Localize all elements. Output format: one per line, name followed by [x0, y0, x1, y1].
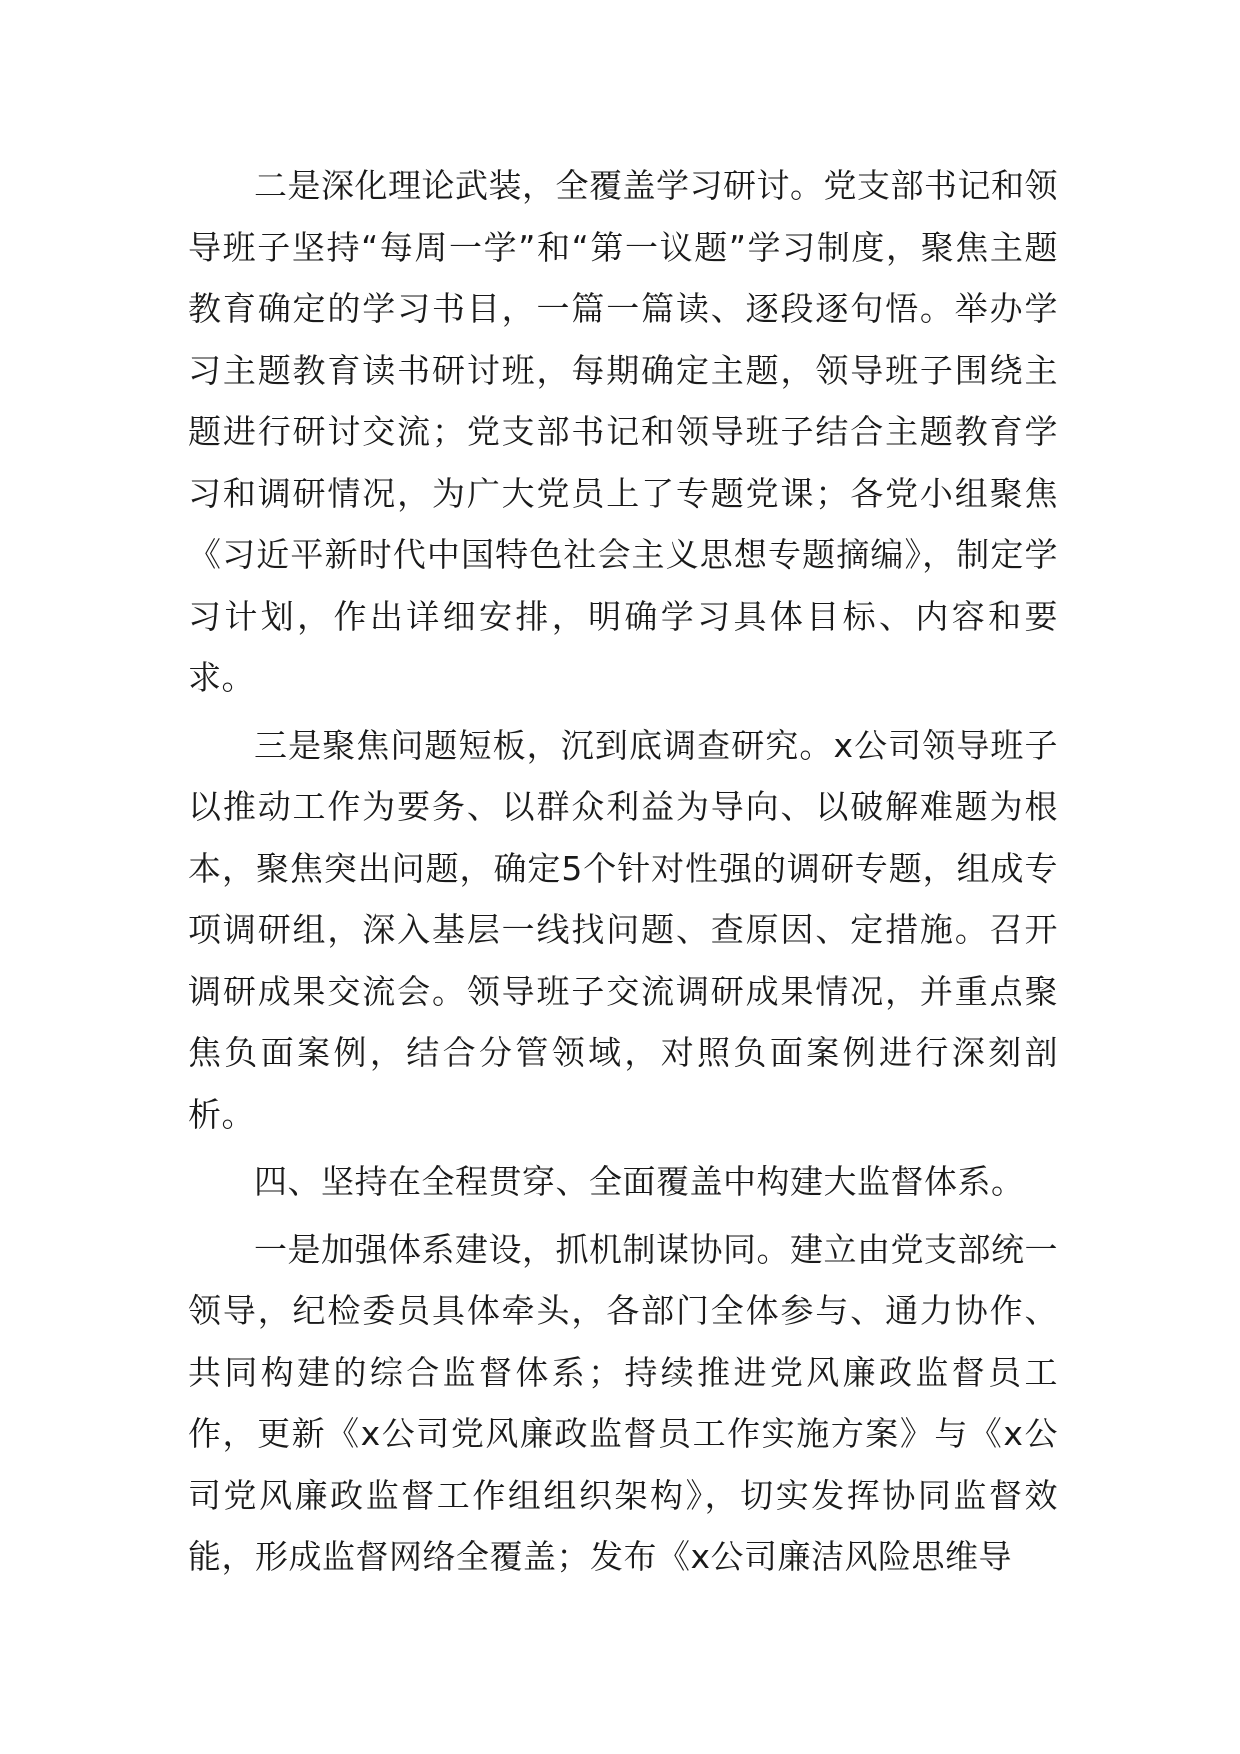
paragraph-problem-research: 三是聚焦问题短板，沉到底调查研究。x公司领导班子以推动工作为要务、以群众利益为导向、以破解难题为根本，聚焦突出问题，确定5个针对性强的调研专题，组成专项调研组，深入基层一线找问题、查原因、定措施。召开调研成果交流会。领导班子交流调研成果情况，并重点聚焦负面案例，结合分管领域，对照负面案例进行深刻剖析。	[188, 725, 1058, 1134]
document-page	[188, 155, 1058, 1594]
paragraph-theory-study: 二是深化理论武装，全覆盖学习研讨。党支部书记和领导班子坚持“每周一学”和“第一议题”学习制度，聚焦主题教育确定的学习书目，一篇一篇读、逐段逐句悟。举办学习主题教育读书研讨班，每期确定主题，领导班子围绕主题进行研讨交流；党支部书记和领导班子结合主题教育学习和调研情况，为广大党员上了专题党课；各党小组聚焦《习近平新时代中国特色社会主义思想专题摘编》，制定学习计划，作出详细安排，明确学习具体目标、内容和要求。	[188, 166, 1058, 697]
paragraph-system-building: 一是加强体系建设，抓机制谋协同。建立由党支部统一领导，纪检委员具体牵头，各部门全体参与、通力协作、共同构建的综合监督体系；持续推进党风廉政监督员工作，更新《x公司党风廉政监督员工作实施方案》与《x公司党风廉政监督工作组组织架构》，切实发挥协同监督效能，形成监督网络全覆盖；发布《x公司廉洁风险思维导	[188, 1229, 1058, 1576]
section-heading-supervision-system: 四、坚持在全程贯穿、全面覆盖中构建大监督体系。	[254, 1162, 1025, 1201]
